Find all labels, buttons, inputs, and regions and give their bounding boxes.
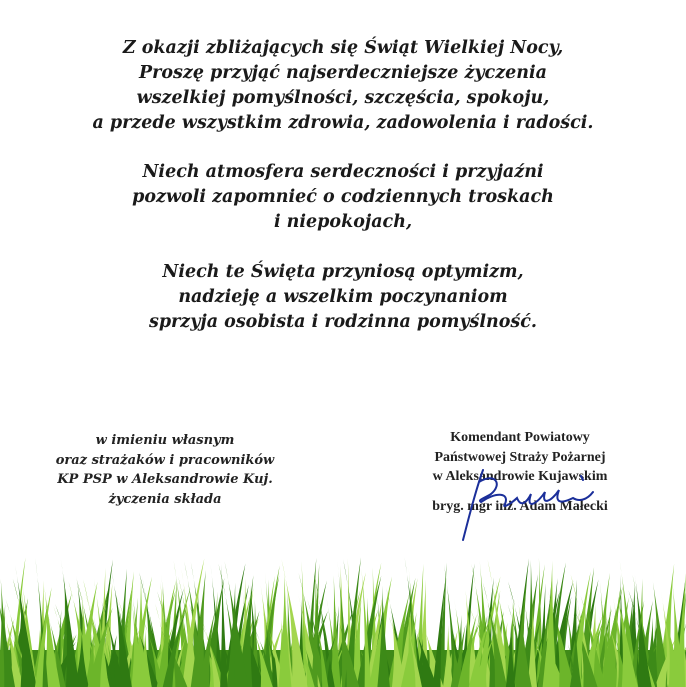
greeting-line: i niepokojach, [273,212,413,232]
signatory-title-line: w Aleksandrowie Kujawskim [432,469,608,484]
signatory-name: bryg. mgr inż. Adam Małecki [432,498,608,514]
signatory-title-line: Komendant Powiatowy [450,430,590,445]
grass-blade [220,564,227,687]
greeting-paragraph-3 [0,260,686,335]
grass-decoration [0,555,686,687]
greeting-line: a przede wszystkim zdrowia, zadowolenia i radości. [92,113,594,133]
greeting-line: Z okazji zbliżających się Świąt Wielkiej Nocy, [122,38,564,58]
greeting-paragraph-2 [0,160,686,235]
sender-line: życzenia składa [108,491,222,507]
greeting-line: pozwoli zapomnieć o codziennych troskach [132,187,554,207]
sender-block [40,431,290,509]
greeting-line: sprzyja osobista i rodzinna pomyślność. [148,312,538,332]
sender-line: w imieniu własnym [95,433,235,448]
handwritten-signature [455,462,615,542]
greeting-line: Proszę przyjąć najserdeczniejsze życzenia [138,63,547,83]
greeting-line: Niech te Święta przyniosą optymizm, [162,262,524,282]
greeting-line: nadzieję a wszelkim poczynaniom [178,287,508,307]
greeting-line: Niech atmosfera serdeczności i przyjaźni [142,162,544,182]
sender-line: KP PSP w Aleksandrowie Kuj. [57,472,273,487]
greeting-line: wszelkiej pomyślności, szczęścia, spokoju, [136,88,550,108]
signatory-title-line: Państwowej Straży Pożarnej [434,449,606,465]
greeting-paragraph-1 [0,36,686,136]
sender-line: oraz strażaków i pracowników [55,452,275,468]
